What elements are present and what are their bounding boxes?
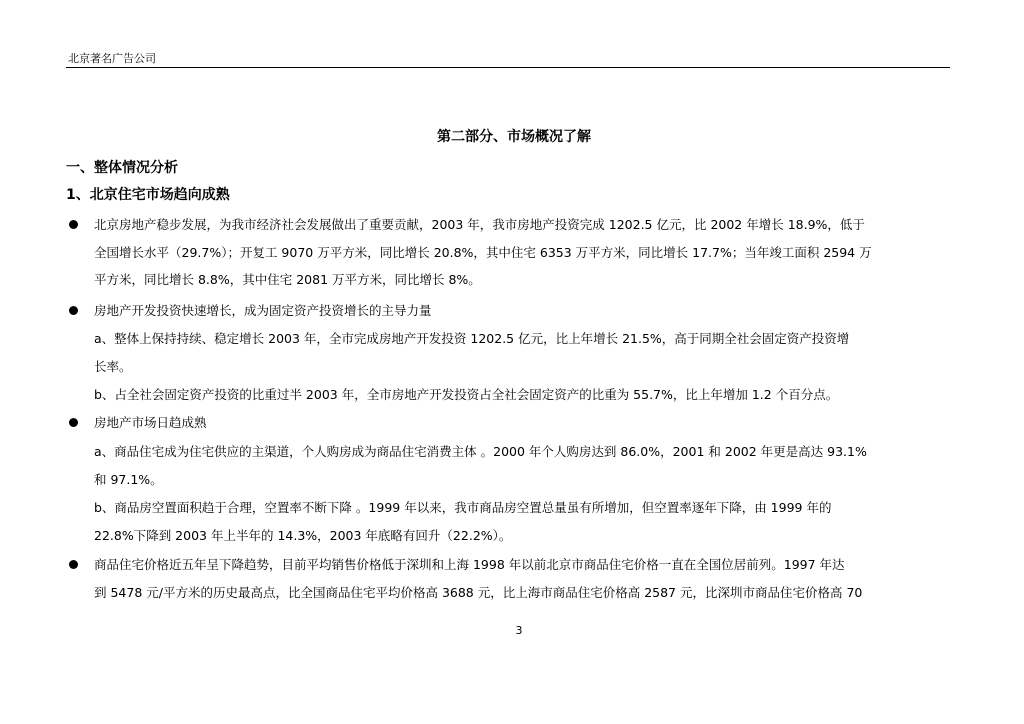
header-divider	[66, 67, 950, 68]
bullet-paragraph-4	[94, 551, 862, 606]
text-line: b、商品房空置面积趋于合理，空置率不断下降 。1999 年以来，我市商品房空置总量虽有所增加，但空置率逐年下降，由 1999 年的	[94, 500, 832, 515]
bullet-icon	[69, 560, 78, 569]
text-line: 22.8%下降到 2003 年上半年的 14.3%，2003 年底略有回升（22.2%）。	[94, 527, 512, 543]
text-line: 北京房地产稳步发展，为我市经济社会发展做出了重要贡献，2003 年，我市房地产投资完成 1202.5 亿元，比 2002 年增长 18.9%，低于	[94, 217, 865, 232]
bullet-paragraph-1	[94, 211, 872, 294]
text-line: b、占全社会固定资产投资的比重过半 2003 年，全市房地产开发投资占全社会固定资产的比重为 55.7%，比上年增加 1.2 个百分点。	[94, 387, 839, 402]
text-line: 和 97.1%。	[94, 471, 163, 487]
text-line: a、商品住宅成为住宅供应的主渠道，个人购房成为商品住宅消费主体 。2000 年个人购房达到 86.0%，2001 和 2002 年更是高达 93.1%	[94, 444, 867, 459]
bullet-icon	[69, 418, 78, 427]
subitem-3b	[94, 494, 831, 549]
text-line: 长率。	[94, 358, 132, 374]
text-line: 平方米，同比增长 8.8%，其中住宅 2081 万平方米，同比增长 8%。	[94, 272, 481, 287]
subitem-2b	[94, 381, 838, 409]
section-heading: 一、整体情况分析	[66, 160, 178, 176]
bullet-icon	[69, 306, 78, 315]
text-line: 房地产市场日趋成熟	[94, 415, 207, 430]
subsection-heading: 1、北京住宅市场趋向成熟	[66, 187, 230, 203]
page-number: 3	[515, 624, 523, 637]
text-line: a、整体上保持持续、稳定增长 2003 年，全市完成房地产开发投资 1202.5 亿元，比上年增长 21.5%，高于同期全社会固定资产投资增	[94, 331, 850, 346]
subitem-2a	[94, 325, 849, 380]
subitem-3a	[94, 438, 867, 493]
text-line: 到 5478 元/平方米的历史最高点，比全国商品住宅平均价格高 3688 元，比上海市商品住宅价格高 2587 元，比深圳市商品住宅价格高 70	[94, 584, 863, 600]
header-company-name: 北京著名广告公司	[68, 52, 156, 65]
text-line: 全国增长水平（29.7%）；开复工 9070 万平方米，同比增长 20.8%，其中住宅 6353 万平方米，同比增长 17.7%；当年竣工面积 2594 万	[94, 244, 872, 260]
text-line: 房地产开发投资快速增长，成为固定资产投资增长的主导力量	[94, 303, 432, 318]
text-line: 商品住宅价格近五年呈下降趋势，目前平均销售价格低于深圳和上海 1998 年以前北京市商品住宅价格一直在全国位居前列。1997 年达	[94, 557, 845, 572]
bullet-paragraph-3	[94, 409, 207, 437]
bullet-paragraph-2	[94, 297, 432, 325]
page-title: 第二部分、市场概况了解	[437, 129, 591, 145]
bullet-icon	[69, 220, 78, 229]
